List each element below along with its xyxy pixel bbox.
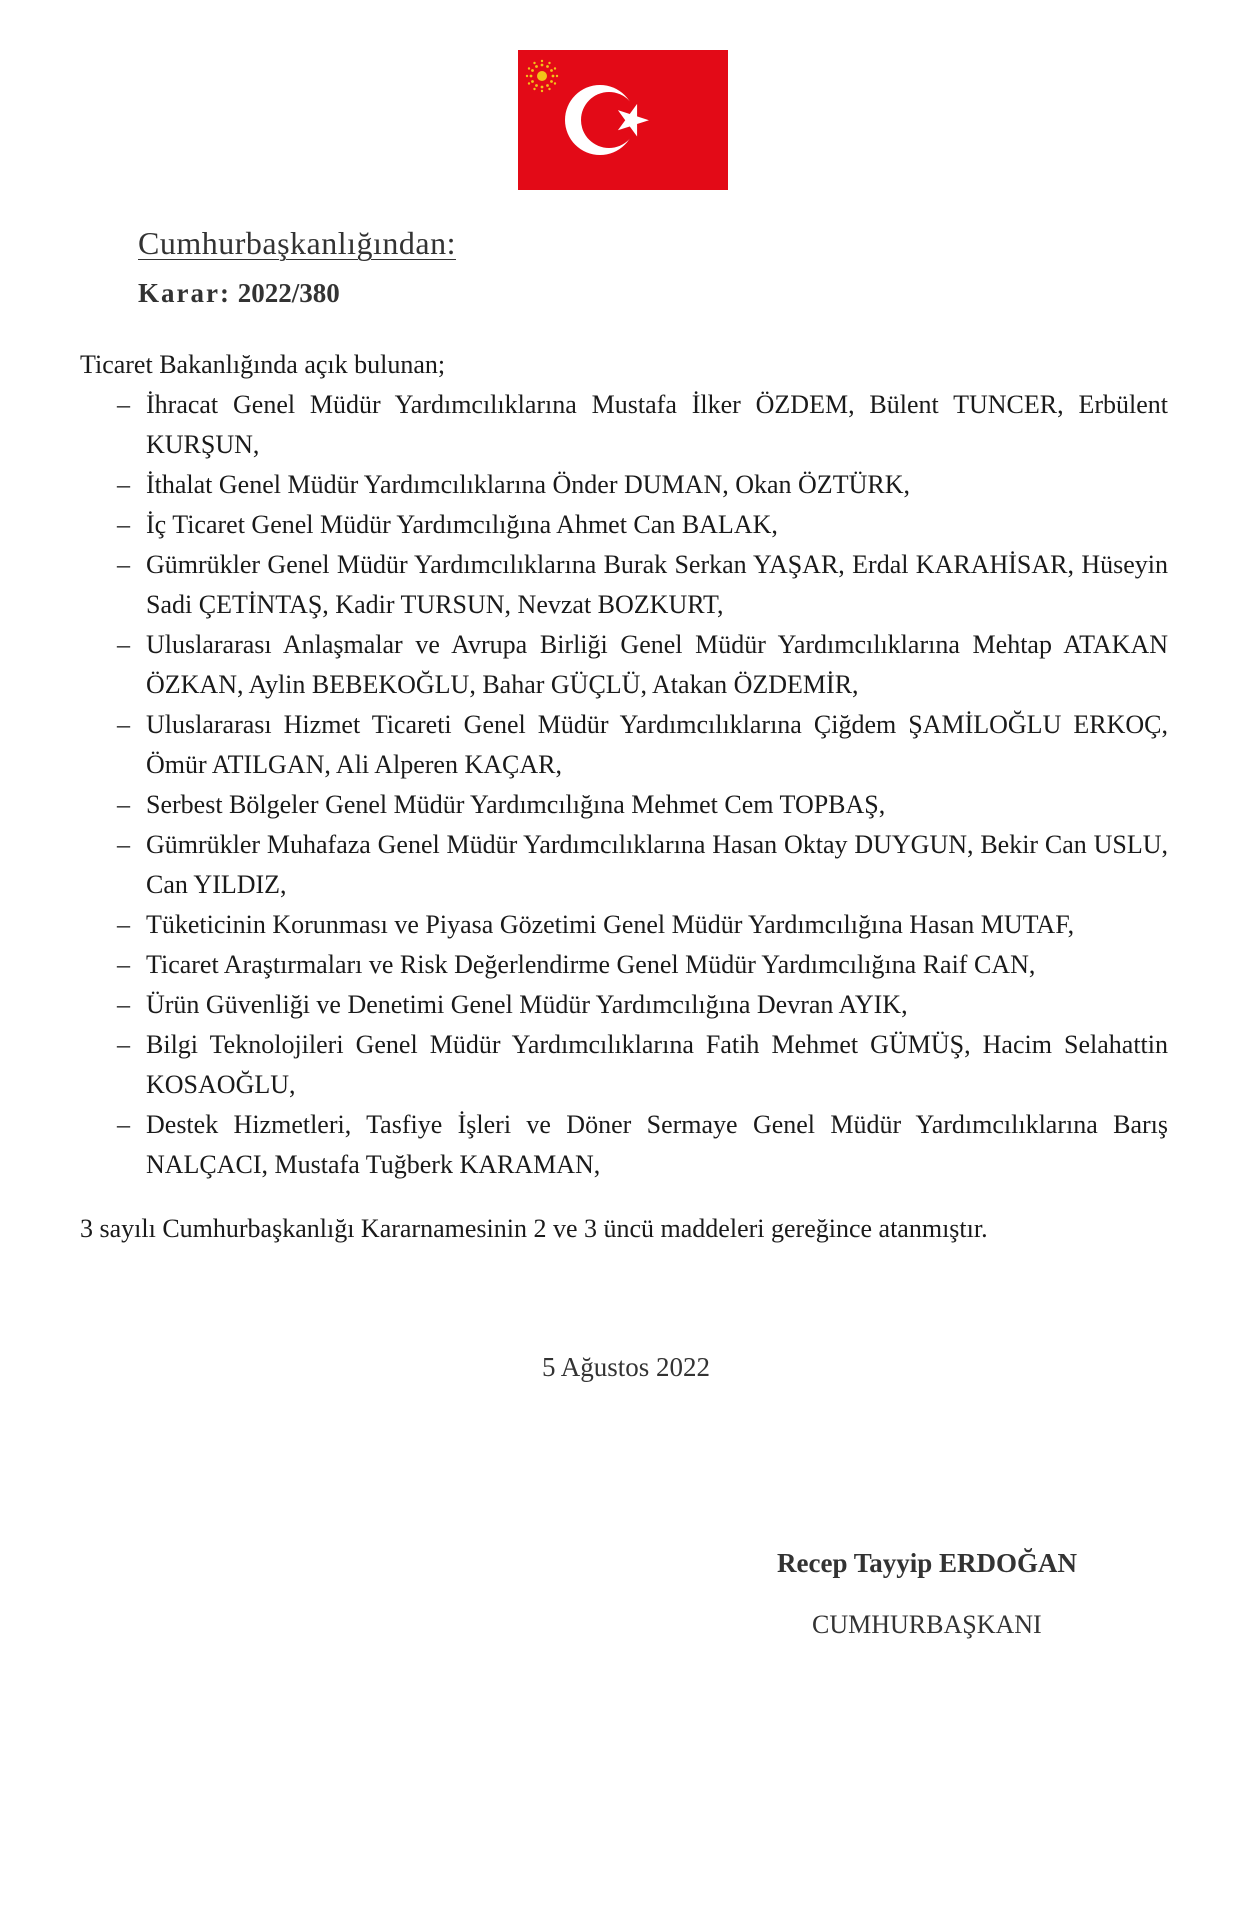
list-dash: – <box>117 910 130 939</box>
list-dash: – <box>117 710 130 739</box>
decision-number-line <box>138 278 340 309</box>
list-item <box>117 705 1168 785</box>
list-dash: – <box>117 390 130 419</box>
list-item <box>117 505 1168 545</box>
list-item <box>117 785 1168 825</box>
list-item-text: Uluslararası Anlaşmalar ve Avrupa Birliği Genel Müdür Yardımcılıklarına Mehtap ATAKAN ÖZKAN, Aylin BEBEKOĞLU, Bahar GÜÇLÜ, Atakan ÖZDEMİR, <box>146 630 1168 699</box>
decision-number: 2022/380 <box>237 278 340 308</box>
document-date: 5 Ağustos 2022 <box>541 1352 711 1382</box>
list-dash: – <box>117 550 130 579</box>
closing-sentence: 3 sayılı Cumhurbaşkanlığı Kararnamesinin 2 ve 3 üncü maddeleri gereğince atanmıştır. <box>80 1214 988 1243</box>
list-item-text: Gümrükler Genel Müdür Yardımcılıklarına Burak Serkan YAŞAR, Erdal KARAHİSAR, Hüseyin Sadi ÇETİNTAŞ, Kadir TURSUN, Nevzat BOZKURT, <box>146 550 1168 619</box>
list-dash: – <box>117 790 130 819</box>
list-item <box>117 1025 1168 1105</box>
list-item <box>117 825 1168 905</box>
list-item <box>117 385 1168 465</box>
list-item <box>117 985 1168 1025</box>
list-item <box>117 625 1168 705</box>
list-item-text: Destek Hizmetleri, Tasfiye İşleri ve Döner Sermaye Genel Müdür Yardımcılıklarına Barış NALÇACI, Mustafa Tuğberk KARAMAN, <box>146 1110 1168 1179</box>
appointment-list <box>117 385 1168 1185</box>
list-item-text: Serbest Bölgeler Genel Müdür Yardımcılığına Mehmet Cem TOPBAŞ, <box>146 790 886 819</box>
list-dash: – <box>117 990 130 1019</box>
list-dash: – <box>117 470 130 499</box>
list-item-text: İhracat Genel Müdür Yardımcılıklarına Mustafa İlker ÖZDEM, Bülent TUNCER, Erbülent KURŞUN, <box>146 390 1168 459</box>
list-dash: – <box>117 830 130 859</box>
list-item-text: İç Ticaret Genel Müdür Yardımcılığına Ahmet Can BALAK, <box>146 510 778 539</box>
list-item <box>117 465 1168 505</box>
list-item <box>117 905 1168 945</box>
list-dash: – <box>117 950 130 979</box>
signer-title: CUMHURBAŞKANI <box>812 1610 1042 1639</box>
list-item <box>117 545 1168 625</box>
list-item <box>117 1105 1168 1185</box>
list-item-text: Tüketicinin Korunması ve Piyasa Gözetimi Genel Müdür Yardımcılığına Hasan MUTAF, <box>146 910 1075 939</box>
list-dash: – <box>117 1030 130 1059</box>
signer-name: Recep Tayyip ERDOĞAN <box>777 1548 1078 1578</box>
intro-text: Ticaret Bakanlığında açık bulunan; <box>80 350 446 379</box>
list-item-text: Ürün Güvenliği ve Denetimi Genel Müdür Yardımcılığına Devran AYIK, <box>146 990 908 1019</box>
list-item-text: İthalat Genel Müdür Yardımcılıklarına Önder DUMAN, Okan ÖZTÜRK, <box>146 470 910 499</box>
list-dash: – <box>117 510 130 539</box>
list-item <box>117 945 1168 985</box>
list-item-text: Uluslararası Hizmet Ticareti Genel Müdür Yardımcılıklarına Çiğdem ŞAMİLOĞLU ERKOÇ, Ömür ATILGAN, Ali Alperen KAÇAR, <box>146 710 1168 779</box>
issuer-heading: Cumhurbaşkanlığından: <box>138 225 457 261</box>
list-item-text: Bilgi Teknolojileri Genel Müdür Yardımcılıklarına Fatih Mehmet GÜMÜŞ, Hacim Selahattin KOSAOĞLU, <box>146 1030 1168 1099</box>
decision-label: Karar: <box>138 278 231 308</box>
list-dash: – <box>117 1110 130 1139</box>
list-dash: – <box>117 630 130 659</box>
list-item-text: Gümrükler Muhafaza Genel Müdür Yardımcılıklarına Hasan Oktay DUYGUN, Bekir Can USLU, Can YILDIZ, <box>146 830 1168 899</box>
list-item-text: Ticaret Araştırmaları ve Risk Değerlendirme Genel Müdür Yardımcılığına Raif CAN, <box>146 950 1036 979</box>
turkish-flag-emblem <box>518 50 728 190</box>
